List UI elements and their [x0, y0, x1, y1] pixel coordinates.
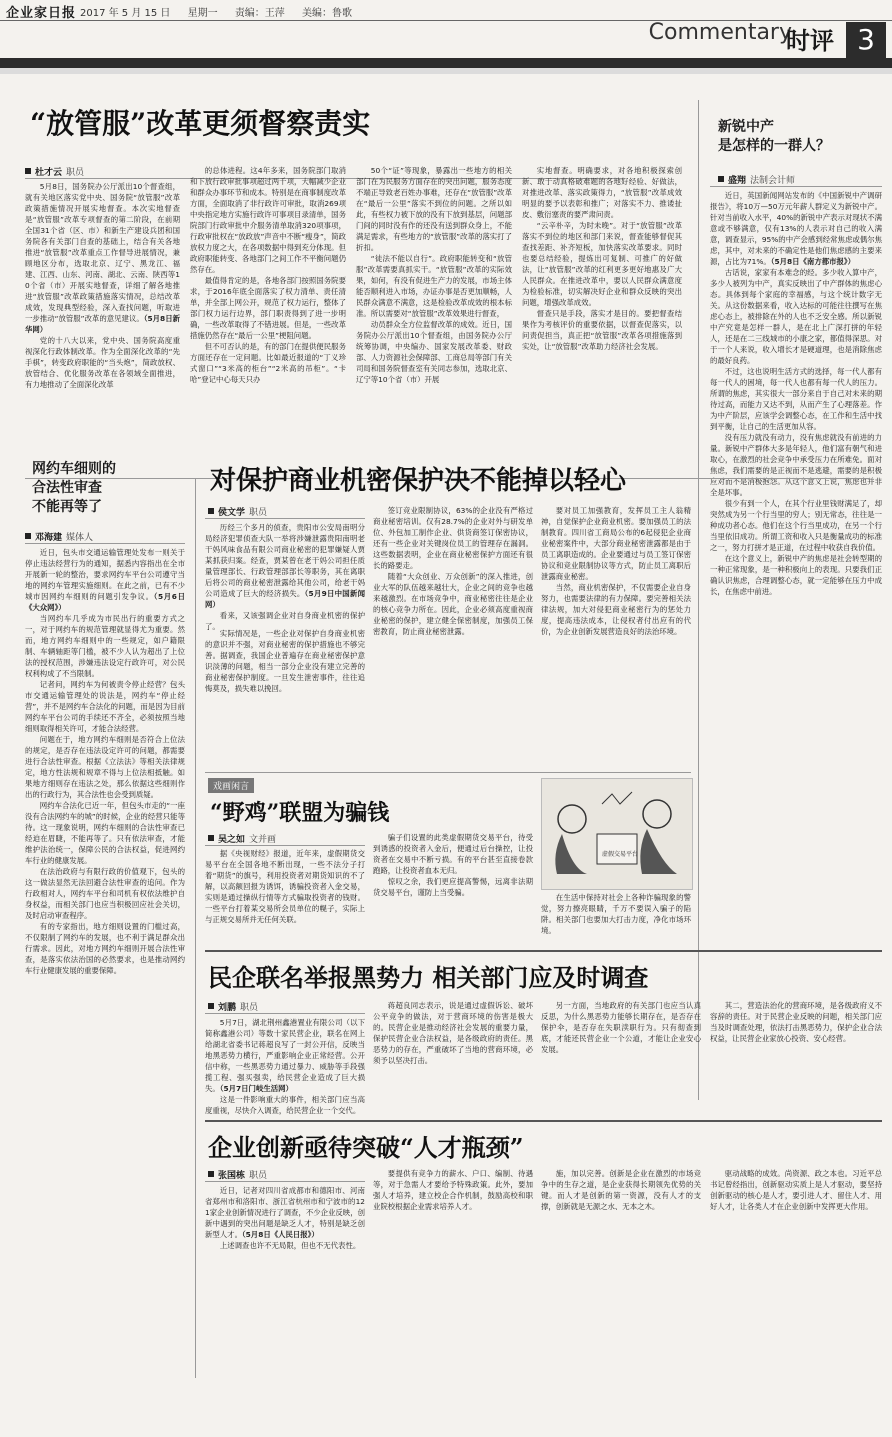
article2-byline — [208, 505, 267, 518]
column-tag: 戏画闲言 — [208, 778, 254, 793]
side1-para: 很少有到一个人，在其个行业里钱财满足了，却突然成为另一个行当里的穷人；别无常态，往往是一种成功者心态。他们在这个行当里成功，在另一个行当里依旧成功。所谓工资和收入只是衡量成功的标准之一，努力打拼才是正道，在过程中收获自我价值。 — [710, 499, 882, 552]
side2-title: 网约车细则的 合法性审查 不能再等了 — [32, 461, 116, 515]
weekday: 星期一 — [187, 8, 218, 19]
article5-col3 — [541, 1168, 701, 1425]
section-name-en: Commentary — [648, 20, 792, 45]
side2-para: 问题在于，地方网约车细则是否符合上位法的规定，是否存在违法设定许可的问题，都需要进行合法性审查。根据《立法法》等相关法律规定，地方性法规和规章不得与上位法相抵触。如果地方细则存在违法之处，那么依据这些细则作出的行政行为，其合法性也会受到质疑。 — [25, 735, 185, 799]
header-stripe — [0, 68, 892, 74]
side1-para: 古话说，家家有本难念的经。多少收入算中产，多少人被列为中产，真实反映出了中产群体的焦虑心态。具体到每个家庭的幸福感，与这个统计数字无关。从这份数据来看，收入达标的可能往往撰写在焦虑心态上，被排除在外的人也不乏安全感。所以新锐中产究竟是怎样一群人，是在北上广深打拼的年轻人，还是在二三线城市的小康之家，都值得深思。对于一个人来说，收入增长才是硬道理，也是消除焦虑的最好良药。 — [710, 268, 882, 365]
side1-title: 新锐中产 是怎样的一群人？ — [718, 119, 830, 154]
divider — [205, 950, 882, 952]
side1-role: 法制会计师 — [750, 176, 796, 186]
article3-col2 — [373, 832, 533, 946]
side1-byline — [718, 173, 795, 186]
column-divider — [195, 478, 196, 1378]
article5-col4 — [710, 1168, 882, 1425]
article1-para: 的总体进程。这4年多来，国务院部门取消和下放行政审批事项超过两千项，大幅减少企业和群众办事环节和成本。特别是在商事制度改革方面，全面取消了非行政许可审批，取消269项中央指定地方实施行政许可事项目录清单，国务院部门行政审批中介服务清单取消320项事项，行政审批权在“放政放”声音中不断“瘦身”，简政放权力度之大，在各项数据中得到充分体现。但政府职能转变、各地部门之间工作不平衡问题仍然存在。 — [190, 166, 346, 274]
article5-byline — [208, 1168, 267, 1181]
article1-role: 职员 — [66, 168, 85, 178]
article3-author: 吴之如 — [218, 835, 246, 845]
article1-para: 督查只是手段，落实才是目的。要把督查结果作为考核评价的重要依据，以督查促落实，以问责促担当，真正把“放管服”改革各项措施落到实处，让“放管服”改革助力经济社会发展。 — [522, 309, 682, 351]
article2-author: 侯文学 — [218, 508, 246, 518]
article2-para: 签订竞业限制协议，63%的企业没有严格过商业秘密培训。仅有28.7%的企业对外与研发单位、外包加工制作企业、供货商签订保密协议，还有一些企业对关键岗位员工的管理存在漏洞。这些数据表明，企业在商业秘密保护方面还有很长的路要走。 — [373, 506, 533, 570]
article4-para: 蒋超良同志表示，说是通过虚假诉讼、破坏公平竞争的做法，对于营商环境的伤害是极大的。民营企业是推动经济社会发展的重要力量，保护民营企业合法权益，是各级政府的责任。黑恶势力的存在，严重破坏了当地的营商环境，必须予以坚决打击。 — [373, 1001, 533, 1065]
article1-para: 动员群众全方位监督改革的成效。近日，国务院办公厅派出10个督查组，由国务院办公厅统筹协调，中央编办、国家发展改革委、财政部、人力资源社会保障部、工商总局等部门有关司局和国务院督查室有关同志参加，选取北京、辽宁等10个省（市）开展 — [356, 320, 512, 384]
article3-para: 据《央视财经》报道，近年来，虚假期货交易平台在全国各地不断出现，一些不法分子打着“期货”的旗号，利用投资者对期货知识的不了解，以高额回报为诱饵，诱骗投资者入金交易，实则是通过操纵行情等方式骗取投资者的钱财。一些平台打着某交易所会员单位的幌子，实际上与正规交易所并无任何关联。 — [205, 849, 365, 924]
side1-source: （5月8日《南方都市报》） — [770, 257, 855, 266]
article2-col3 — [541, 505, 691, 770]
issue-date: 2017 年 5 月 15 日 — [80, 8, 171, 19]
article1-author: 杜才云 — [35, 168, 63, 178]
side2-byline — [25, 530, 93, 543]
article1-col4 — [522, 165, 682, 471]
article5-col1 — [205, 1185, 365, 1425]
cartoon-label: 虚假交易平台 — [602, 851, 639, 858]
article4-byline — [208, 1000, 258, 1013]
divider — [205, 1120, 882, 1122]
article4-para: 另一方面，当地政府的有关部门也应当认真反思，为什么黑恶势力能够长期存在，是否存在保护伞，是否存在失职渎职行为。只有彻查到底，才能还民营企业一个公道，才能让企业安心发展。 — [541, 1001, 701, 1054]
article2-para: 实际情况是，一些企业对保护自身商业机密的意识并不强，对商业秘密的保护措施也不够完善。据调查，我国企业普遍存在商业秘密保护意识淡薄的问题，相当一部分企业没有建立完善的商业秘密保护制度。一旦发生泄密事件，往往追悔莫及，损失难以挽回。 — [205, 629, 365, 693]
side2-para: 近日，包头市交通运输管理处发布一则关于停止违法经营行为的通知，据悉内容指出在全市开展新一轮的整治，要求网约车平台公司遵守当地的网约车管理实施细则。在此之前，已有不少城市因网约车细则的问题引发争议。 — [25, 548, 185, 601]
article1-para: “云辛朴辛，为时未晚”。对于“放管服”改革落实不到位的地区和部门来说，督查能够督促其查找差距、补齐短板，加快落实改革要求。同时也要总结经验，提炼出可复制、可推广的好做法，让“放管服”改革的红利更多更好地惠及广大人民群众。在推进改革中，要以人民群众满意度为检验标准，切实解决好企业和群众反映的突出问题，增强改革成效。 — [522, 221, 682, 307]
section-name-cn: 时评 — [786, 27, 834, 55]
cartoon-illustration — [541, 778, 693, 890]
article1-para: 党的十八大以来，党中央、国务院高度重视深化行政体制改革。作为全面深化改革的“先手棋”，转变政府职能的“当头炮”，简政放权、放管结合、优化服务改革在各领域全面推进，有力地推动了全面深化改革 — [25, 336, 180, 389]
article5-author: 张国栋 — [218, 1171, 246, 1181]
article4-col4 — [710, 1000, 882, 1117]
side2-para: 记者问，网约车为何被责令停止经营？包头市交通运输管理处的说法是，网约车“停止经营”，并不是网约车合法化的问题，而是因为目前网约车平台公司的手续还不齐全，必须按照当地细则取得相关许可，才能合法经营。 — [25, 680, 185, 733]
article2-para: 当然，商业机密保护，不仅需要企业自身努力，也需要法律的有力保障。要完善相关法律法规，加大对侵犯商业秘密行为的惩处力度，提高违法成本，让侵权者付出应有的代价，为企业创新发展营造良好的法治环境。 — [541, 583, 691, 636]
article1-para: 5月8日，国务院办公厅派出10个督查组，就有关地区落实党中央、国务院“放管服”改革政策措施情况开展实地督查。本次实地督查是“放管服”改革专项督查的第二阶段，在前期全国31个省（区、市）和新生产建设兵团和国务院各有关部门自查的基础上，结合有关各地推进“放管服”改革重点工作督导进展情况，兼顾地区分布，选取北京、辽宁、黑龙江、福建、江西、山东、河南、湖北、云南、陕西等10个省（市）开展实地督查，详细了解各地推进“放管服”改革政策措施落实情况，总结改革成效，发现典型经验，深入查找问题，听取进一步推动“放管服”改革的意见建议。 — [25, 182, 180, 323]
article2-para: 要对员工加强教育，发挥员工主人翁精神，自觉保护企业商业机密。要加强员工的法制教育。四川省工商局公布的6起侵犯企业商业秘密案件中，大部分商业秘密泄露都是由于员工离职造成的。企业要通过与员工签订保密协议和竞业限制协议等方式，防止员工离职后泄露商业秘密。 — [541, 506, 691, 581]
article4-title: 民企联名举报黑势力 相关部门应及时调查 — [208, 963, 649, 992]
side2-body — [25, 547, 185, 1095]
article4-source: （5月7日门岐生活网） — [219, 1084, 293, 1093]
divider — [710, 186, 882, 187]
article2-para: 历经三个多月的侦查，贵阳市公安局南明分局经济犯罪侦查大队一举将涉嫌泄露贵阳南明老干妈风味食品有限公司商业秘密的犯罪嫌疑人贾某抓获归案。经查，贾某曾在老干妈公司担任质量管理部长、行政管理部部长等职务，其在离职后将公司的商业秘密泄露给其他公司，给老干妈公司造成了巨大的经济损失。 — [205, 523, 365, 598]
article2-para: 看来，又该强调企业对自身商业机密的保护了。 — [205, 611, 365, 631]
article3-para: 惊叹之余，我们更应提高警惕，远离非法期货交易平台，谨防上当受骗。 — [373, 877, 533, 897]
side2-para: 当网约车几乎成为市民出行的重要方式之一，对于网约车的规范管理就显得尤为重要。然而，地方网约车细则中的一些规定，如户籍限制、车辆轴距等门槛，被不少人认为超出了上位法的授权范围，涉嫌违法设定行政许可，对公民权利构成了不当限制。 — [25, 614, 185, 678]
article1-col3 — [356, 165, 512, 471]
article3-title: “野鸡”联盟为骗钱 — [210, 800, 390, 826]
article4-col3 — [541, 1000, 701, 1117]
editor: 责编：王萍 — [234, 8, 285, 19]
designer: 美编：鲁歌 — [302, 8, 352, 19]
side1-para: 没有压力就没有动力，没有焦虑就没有前进的力量。新锐中产群体大多是年轻人，他们富有朝气和进取心，在激烈的社会竞争中承受压力在所难免。面对焦虑，我们需要的是正视而不是逃避，需要的是积极应对而不是消极抱怨。从这个意义上说，焦虑也并非全是坏事。 — [710, 433, 882, 497]
article3-col1 — [205, 848, 365, 946]
side2-role: 媒体人 — [66, 533, 94, 543]
article1-para: 最值得肯定的是，各地各部门按照国务院要求，于2016年底全面落实了权力清单、责任清单，并全部上网公开，规范了权力运行，整体了部门权力运行边界，部门职责得到了进一步明确，一些改革取得了不错进展。但是，一些改革措施仍然存在“最后一公里”梗阻问题。 — [190, 276, 346, 340]
article3-para: 骗子们设置的此类虚假期货交易平台，待受到诱惑的投资者入金后，便通过后台操控，让投资者在交易中不断亏损。有的平台甚至直接卷款跑路，让投资者血本无归。 — [373, 833, 533, 875]
side2-para: 网约车合法化已近一年，但包头市走的“一座没有合法网约车的城”的时候，企业的经营只能等待。这一现象说明，网约车细则的合法性审查已经迫在眉睫，不能再等了。只有依法审查，才能维护法治统一，保障公民的合法权益，促进网约车行业的健康发展。 — [25, 801, 185, 865]
side1-author: 盛翔 — [728, 176, 747, 186]
article4-role: 职员 — [240, 1003, 259, 1013]
divider — [205, 772, 691, 773]
article5-title: 企业创新亟待突破“人才瓶颈” — [208, 1133, 524, 1162]
masthead-meta — [80, 4, 366, 19]
article5-para: 要提供有竞争力的薪水、户口、编制、待遇等，对于急需人才要给予特殊政策。此外，要加强人才培养，建立校企合作机制，鼓励高校和职业院校根据企业需求培养人才。 — [373, 1169, 533, 1211]
article5-role: 职员 — [249, 1171, 268, 1181]
divider — [205, 1181, 365, 1182]
cartoon-caption — [541, 892, 691, 946]
side1-para: 在这个意义上，新锐中产的焦虑是社会转型期的一种正常现象，是一种积极向上的表现。只要我们正确认识焦虑，合理调整心态，就一定能够在压力中成长，在焦虑中前进。 — [710, 554, 882, 596]
side2-para: 在法治政府与有限行政的价值观下，包头的这一做法显然无法回避合法性审查的追问。作为行政相对人，网约车平台和司机有权依法维护自身权益，而相关部门也应当积极回应社会关切，及时启动审查程序。 — [25, 867, 185, 920]
newspaper-name: 企业家日报 — [6, 6, 77, 21]
article1-para: 50个“证”等现象，暴露出一些地方的相关部门在为民服务方面存在的突出问题，服务态度不端正导致老百姓办事难，还存在“放管服”改革在“最后一公里”落实不到位的问题。之所以如此，有些权力被下放的没有下放到基层，问题部门间的同时没有作的还没有送到群众身上，不能满足需求，有些地方的“放管服”改革的落实打了折扣。 — [356, 166, 512, 252]
page-number: 3 — [846, 22, 886, 58]
header-bar — [0, 58, 892, 68]
article2-role: 职员 — [249, 508, 268, 518]
article1-para: 但不可否认的是，有的部门在提供便民服务方面还存在一定问题。比如最近报道的“丁义珍式窗口”“3米高的柜台”“2米高的吊柜”。“卡哈”登记中心每天只办 — [190, 342, 346, 384]
side1-body — [710, 190, 882, 1100]
divider — [205, 518, 365, 519]
article3-role: 文并画 — [249, 835, 277, 845]
article4-para: 其二，营造法治化的营商环境，是各级政府义不容辞的责任。对于民营企业反映的问题，相关部门应当及时调查处理，依法打击黑恶势力，保护企业合法权益，让民营企业家放心投资、安心经营。 — [710, 1001, 882, 1043]
article5-para: 施，加以完善。创新是企业在激烈的市场竞争中的生存之道，是企业获得长期领先优势的关键。而人才是创新的第一资源，没有人才的支撑，创新就是无源之水、无本之木。 — [541, 1169, 701, 1211]
article4-para: 5月7日，湖北荆州鑫港置业有限公司（以下简称鑫港公司）等数十家民营企业，联名在网上给湖北省委书记蒋超良写了一封公开信，反映当地黑恶势力横行，严重影响企业正常经营。公开信中称，一些黑恶势力通过暴力、威胁等手段强揽工程、强买强卖，给民营企业造成了巨大损失。 — [205, 1018, 365, 1093]
divider — [205, 845, 365, 846]
article1-title: “放管服”改革更须督察责实 — [30, 107, 371, 140]
article2-title: 对保护商业机密保护决不能掉以轻心 — [210, 466, 627, 496]
article1-para: 实地督查。明确要求，对各地积极探索创新、敢于动真格破难题的各地好经验、好做法，对推进改革、落实政策得力，“放管服”改革成效明显的要予以表彰和推广；对落实不力、推诿扯皮、敷衍塞责的要严肃问责。 — [522, 166, 682, 219]
divider — [25, 543, 185, 544]
article2-col1b — [205, 628, 365, 770]
article5-col2 — [373, 1168, 533, 1425]
article5-para: 驱动战略的成效。尚资源、政之本也。习近平总书记曾经指出，创新驱动实质上是人才驱动，要坚持创新驱动的核心是人才，要引进人才、留住人才、用好人才，让各类人才在企业创新中发挥更大作用。 — [710, 1169, 882, 1211]
article5-para: 上述调查也许不无局限，但也不无代表性。 — [219, 1241, 361, 1250]
article2-col2 — [373, 505, 533, 770]
caption-text: 在生活中保持对社会上各种诈骗现象的警觉，努力擦亮眼睛，千万不要误入骗子的陷阱。相关部门也要加大打击力度，净化市场环境。 — [541, 893, 691, 935]
article1-source: （5月8日新华网） — [25, 314, 180, 334]
article5-para: 近日，记者对四川省成都市和德阳市、河南省郑州市和洛阳市、浙江省杭州市和宁波市的121家企业创新情况进行了调查，不少企业反映，创新中遇到的突出问题是缺乏人才，特别是缺乏创新型人才。 — [205, 1186, 365, 1239]
cartoon-drawing — [542, 779, 692, 889]
article4-col2 — [373, 1000, 533, 1117]
article3-byline — [208, 832, 276, 845]
article1-para: “徒法不能以自行”。政府职能转变和“放管服”改革需要真抓实干。“放管服”改革的实际效果，如何，有没有促进生产力的发展，市场主体能否顺利进入市场，办证办事是否更加顺畅，人民群众满意不满意，这是检验改革成效的根本标准。所以需要对“放管服”改革效果进行督查， — [356, 254, 512, 318]
article4-col1 — [205, 1017, 365, 1117]
masthead — [0, 0, 892, 21]
side2-source: （5月6日《大众网》） — [25, 592, 185, 612]
side1-para: 不过，这也说明生活方式的选择，每一代人都有每一代人的困境，每一代人也都有每一代人的压力。所谓的焦虑，其实很大一部分来自于自己对未来的期待过高，而能力又达不到，从而产生了心理落差。作为中产阶层，应该学会调整心态，在工作和生活中找到平衡，让自己的生活更加从容。 — [710, 367, 882, 431]
article4-author: 刘鹏 — [218, 1003, 237, 1013]
article1-col1 — [25, 181, 180, 471]
article1-col2 — [190, 165, 346, 471]
article5-source: （5月8日《人民日报》） — [241, 1230, 319, 1239]
article2-para: 随着“大众创业、万众创新”的深入推进，创业大军的队伍越来越壮大，企业之间的竞争也越来越激烈。在市场竞争中，商业秘密往往是企业的核心竞争力所在。因此，企业必须高度重视商业秘密的保护，建立健全保密制度，加强员工保密教育，防止商业秘密泄露。 — [373, 572, 533, 636]
side1-para: 近日，英国新闻网站发布的《中国新锐中产调研报告》，将10万—50万元年薪人群定义为新锐中产。针对当前收入水平，40%的新锐中产表示对现状不满意或不够满意，仅有13%的人表示对自己的收入满意，调查显示，95%的中产会感到经常焦虑或偶尔焦虑，其中，对未来的不确定性是他们焦虑感的主要来源，占比为71%。 — [710, 191, 882, 266]
article1-byline — [25, 165, 84, 178]
side2-author: 邓海建 — [35, 533, 63, 543]
divider — [205, 1013, 365, 1014]
article4-para: 这是一件影响重大的事件，相关部门应当高度重视，尽快介入调查，给民营企业一个交代。 — [205, 1095, 365, 1115]
side2-para: 有的专家指出，地方细则设置的门槛过高，不仅限制了网约车的发展，也不利于满足群众出行需求。因此，对地方网约车细则开展合法性审查，是落实依法治国的必然要求，也是推动网约车行业健康发展的重要保障。 — [25, 922, 185, 975]
article2-source: （5月9日中国新闻网） — [205, 589, 365, 609]
